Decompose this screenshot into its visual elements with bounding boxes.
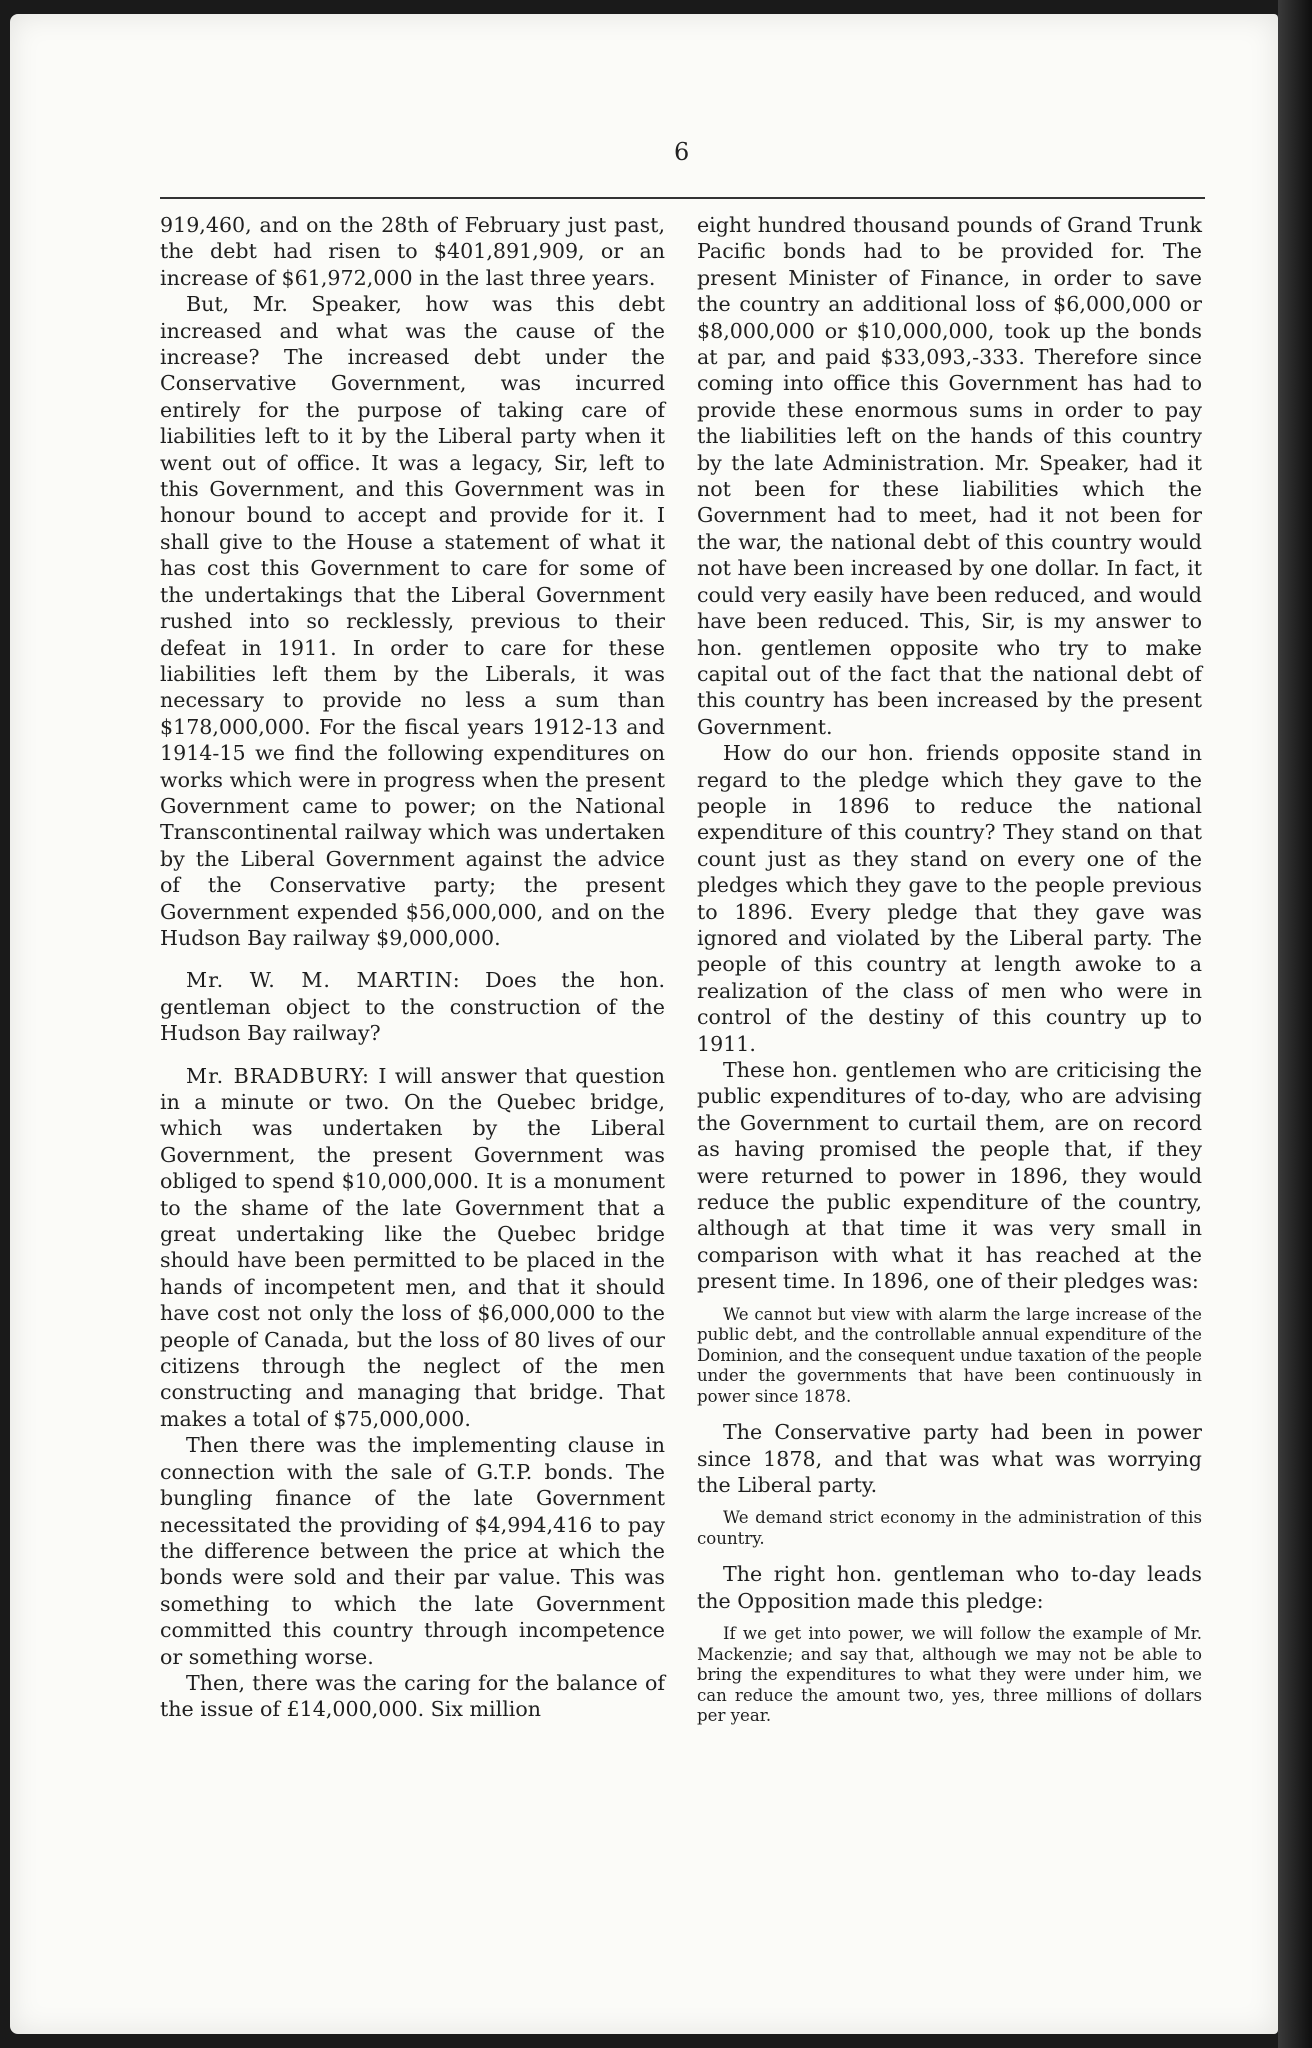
speaker-name: Mr. BRADBURY: bbox=[186, 1063, 370, 1088]
speech-text: I will answer that question in a minute or two. On the Quebec bridge, which was undertaken by the Liberal Government, the present Government was obliged to spend $10,000,000. It is a monument to the shame of the late Government that a great undertaking like the Quebec bridge should have been permitted to be placed in the hands of incompetent men, and that it should have cost not only the loss of $6,000,000 to the people of Canada, but the loss of 80 lives of our citizens through the neglect of the men constructing and managing that bridge. That makes a total of $75,000,000. bbox=[160, 1063, 665, 1431]
speaker-name: Mr. W. M. MARTIN: bbox=[186, 968, 461, 993]
quotation: We cannot but view with alarm the large increase of the public debt, and the controllable annual expenditure of the Dominion, and the consequent undue taxation of the people under the governments that have been continuously in power since 1878. bbox=[697, 1304, 1202, 1406]
paragraph: These hon. gentlemen who are criticising the public expenditures of to-day, who are advising the Government to curtail them, are on record as having promised the people that, if they were returned to power in 1896, they would reduce the public expenditure of the country, although at that time it was very small in comparison with what it has reached at the present time. In 1896, one of their pledges was: bbox=[697, 1058, 1202, 1294]
paragraph: The right hon. gentleman who to-day leads the Opposition made this pledge: bbox=[697, 1562, 1202, 1613]
paragraph: But, Mr. Speaker, how was this debt increased and what was the cause of the increase? The increased debt under the Conservative Government, was incurred entirely for the purpose of taking care of liabilities left to it by the Liberal party when it went out of office. It was a legacy, Sir, left to this Government, and this Government was in honour bound to accept and provide for it. I shall give to the House a statement of what it has cost this Government to care for some of the undertakings that the Liberal Government rushed into so recklessly, previous to their defeat in 1911. In order to care for these liabilities left them by the Liberals, it was necessary to provide no less a sum than $178,000,000. For the fiscal years 1912-13 and 1914-15 we find the following expenditures on works which were in progress when the present Government came to power; on the National Transcontinental railway which was undertaken by the Liberal Government against the advice of the Conservative party; the present Government expended $56,000,000, and on the Hudson Bay railway $9,000,000. bbox=[160, 292, 665, 950]
paragraph: Then, there was the caring for the balance of the issue of £14,000,000. Six million bbox=[160, 1670, 665, 1722]
paragraph: Then there was the implementing clause in connection with the sale of G.T.P. bonds. The bungling finance of the late Government necessitated the providing of $4,994,416 to pay the difference between the price at which the bonds were sold and their par value. This was something to which the late Government committed this country through incompetence or something worse. bbox=[160, 1433, 665, 1669]
right-column bbox=[697, 212, 1202, 1739]
quotation: We demand strict economy in the administration of this country. bbox=[697, 1508, 1202, 1548]
paragraph bbox=[160, 967, 665, 1046]
paragraph bbox=[160, 1063, 665, 1433]
scan-edge bbox=[1278, 0, 1312, 2048]
speech-text: Does the hon. gentleman object to the construction of the Hudson Bay railway? bbox=[160, 968, 665, 1046]
left-column bbox=[160, 212, 665, 1723]
paragraph: The Conservative party had been in power since 1878, and that was what was worrying the Liberal party. bbox=[697, 1420, 1202, 1497]
paragraph: How do our hon. friends opposite stand in regard to the pledge which they gave to the people in 1896 to reduce the national expenditure of this country? They stand on that count just as they stand on every one of the pledges which they gave to the people previous to 1896. Every pledge that they gave was ignored and violated by the Liberal party. The people of this country at length awoke to a realization of the class of men who were in control of the destiny of this country up to 1911. bbox=[697, 741, 1202, 1056]
header-rule bbox=[160, 197, 1205, 199]
page-number: 6 bbox=[674, 138, 690, 166]
quotation: If we get into power, we will follow the example of Mr. Mackenzie; and say that, although we may not be able to bring the expenditures to what they were under him, we can reduce the amount two, yes, three millions of dollars per year. bbox=[697, 1624, 1202, 1726]
paragraph: 919,460, and on the 28th of February just past, the debt had risen to $401,891,909, or an increase of $61,972,000 in the last three years. bbox=[160, 213, 665, 290]
paragraph: eight hundred thousand pounds of Grand Trunk Pacific bonds had to be provided for. The present Minister of Finance, in order to save the country an additional loss of $6,000,000 or $8,000,000 or $10,000,000, took up the bonds at par, and paid $33,093,-333. Therefore since coming into office this Government has had to provide these enormous sums in order to pay the liabilities left on the hands of this country by the late Administration. Mr. Speaker, had it not been for these liabilities which the Government had to meet, had it not been for the war, the national debt of this country would not have been increased by one dollar. In fact, it could very easily have been reduced, and would have been reduced. This, Sir, is my answer to hon. gentlemen opposite who try to make capital out of the fact that the national debt of this country has been increased by the present Government. bbox=[697, 213, 1203, 739]
